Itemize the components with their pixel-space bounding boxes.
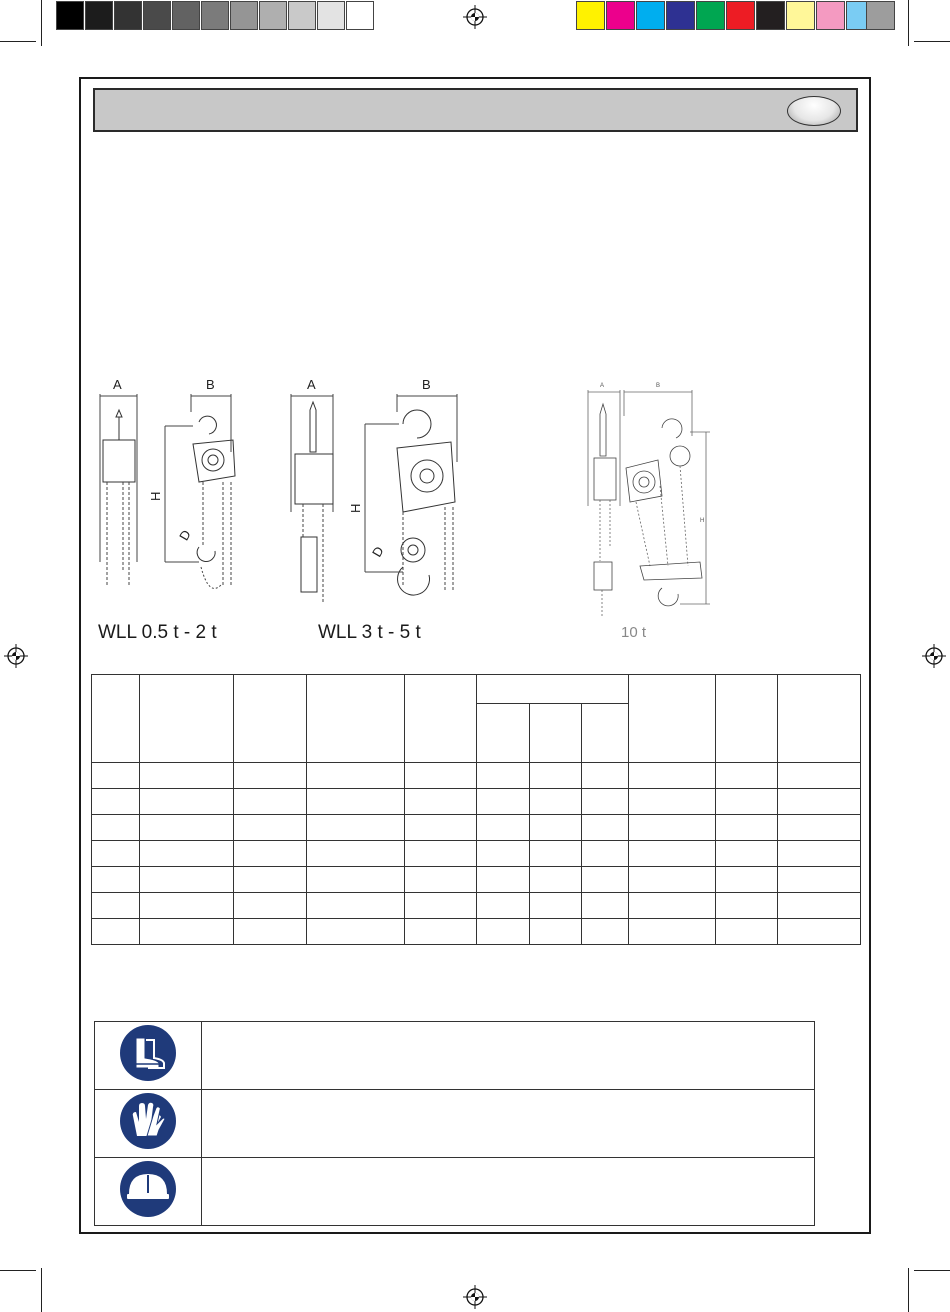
table-cell bbox=[476, 789, 529, 815]
table-subheader-cell bbox=[581, 703, 628, 762]
dim-d-label: D bbox=[368, 543, 387, 560]
table-cell bbox=[140, 789, 233, 815]
table-cell bbox=[581, 815, 628, 841]
hoist-drawing-mid bbox=[285, 372, 475, 612]
table-cell bbox=[628, 815, 715, 841]
table-header-row bbox=[92, 675, 861, 704]
table-cell bbox=[530, 893, 581, 919]
section-header-bar bbox=[93, 88, 858, 132]
table-cell bbox=[628, 763, 715, 789]
table-cell bbox=[716, 789, 777, 815]
table-cell bbox=[92, 815, 140, 841]
table-cell bbox=[476, 919, 529, 945]
table-cell bbox=[530, 841, 581, 867]
ppe-row bbox=[95, 1022, 815, 1090]
caption-large: 10 t bbox=[621, 624, 647, 641]
table-header-cell bbox=[140, 675, 233, 763]
ppe-text-cell bbox=[202, 1090, 815, 1158]
table-cell bbox=[628, 893, 715, 919]
table-cell bbox=[140, 815, 233, 841]
table-cell bbox=[233, 815, 306, 841]
gray-swatch bbox=[85, 1, 113, 30]
table-cell bbox=[716, 841, 777, 867]
table-cell bbox=[307, 789, 405, 815]
ppe-icon-cell bbox=[95, 1022, 202, 1090]
ppe-table bbox=[94, 1021, 815, 1226]
ppe-text-cell bbox=[202, 1158, 815, 1226]
color-swatch bbox=[636, 1, 665, 30]
table-row bbox=[92, 867, 861, 893]
dim-a-label: A bbox=[600, 383, 605, 389]
crop-mark bbox=[0, 41, 36, 42]
table-cell bbox=[92, 841, 140, 867]
dim-b-label: B bbox=[206, 377, 215, 392]
table-cell bbox=[404, 763, 476, 789]
table-cell bbox=[628, 919, 715, 945]
table-cell bbox=[140, 893, 233, 919]
gray-swatch bbox=[230, 1, 258, 30]
table-header-cell bbox=[404, 675, 476, 763]
color-swatch bbox=[866, 1, 895, 30]
table-cell bbox=[233, 763, 306, 789]
dim-a-label: A bbox=[113, 377, 122, 392]
caption-small-range: WLL 0.5 t - 2 t bbox=[98, 622, 217, 643]
table-cell bbox=[777, 893, 860, 919]
table-row bbox=[92, 763, 861, 789]
table-cell bbox=[530, 867, 581, 893]
table-cell bbox=[233, 919, 306, 945]
table-cell bbox=[140, 763, 233, 789]
table-header-cell bbox=[716, 675, 777, 763]
table-row bbox=[92, 789, 861, 815]
dim-h-label: H bbox=[148, 491, 163, 501]
table-cell bbox=[476, 867, 529, 893]
table-cell bbox=[716, 919, 777, 945]
table-cell bbox=[716, 867, 777, 893]
table-cell bbox=[777, 919, 860, 945]
table-header-cell bbox=[233, 675, 306, 763]
table-cell bbox=[92, 763, 140, 789]
color-swatch bbox=[606, 1, 635, 30]
table-cell bbox=[777, 815, 860, 841]
hoist-drawing-large bbox=[580, 376, 720, 616]
table-cell bbox=[404, 841, 476, 867]
gray-swatch bbox=[172, 1, 200, 30]
dim-d-label: D bbox=[176, 527, 194, 543]
table-cell bbox=[307, 893, 405, 919]
gray-swatch bbox=[259, 1, 287, 30]
color-swatch bbox=[726, 1, 755, 30]
table-cell bbox=[628, 867, 715, 893]
table-cell bbox=[140, 867, 233, 893]
table-cell bbox=[628, 841, 715, 867]
table-cell bbox=[92, 789, 140, 815]
table-cell bbox=[476, 815, 529, 841]
table-cell bbox=[233, 789, 306, 815]
crop-mark bbox=[908, 1268, 909, 1312]
table-row bbox=[92, 815, 861, 841]
crop-mark bbox=[0, 1270, 36, 1271]
table-cell bbox=[716, 893, 777, 919]
table-cell bbox=[307, 815, 405, 841]
table-cell bbox=[581, 919, 628, 945]
table-cell bbox=[307, 841, 405, 867]
table-cell bbox=[307, 763, 405, 789]
table-cell bbox=[476, 893, 529, 919]
table-cell bbox=[404, 893, 476, 919]
crop-mark bbox=[41, 1268, 42, 1312]
table-cell bbox=[233, 841, 306, 867]
color-swatch bbox=[756, 1, 785, 30]
registration-target-icon bbox=[463, 5, 487, 29]
dim-h-label: H bbox=[700, 518, 705, 524]
dim-b-label: B bbox=[656, 383, 661, 389]
crop-mark bbox=[908, 0, 909, 46]
table-cell bbox=[581, 893, 628, 919]
table-row bbox=[92, 841, 861, 867]
table-cell bbox=[92, 893, 140, 919]
table-cell bbox=[140, 919, 233, 945]
table-cell bbox=[530, 789, 581, 815]
table-cell bbox=[530, 919, 581, 945]
table-cell bbox=[530, 815, 581, 841]
dim-h-label: H bbox=[348, 503, 363, 513]
table-cell bbox=[581, 867, 628, 893]
language-badge bbox=[787, 96, 841, 126]
table-subheader-cell bbox=[530, 703, 581, 762]
gray-swatch bbox=[346, 1, 374, 30]
table-cell bbox=[476, 841, 529, 867]
table-cell bbox=[92, 919, 140, 945]
gray-swatch bbox=[317, 1, 345, 30]
color-swatch bbox=[666, 1, 695, 30]
table-cell bbox=[233, 867, 306, 893]
table-cell bbox=[628, 789, 715, 815]
table-cell bbox=[716, 763, 777, 789]
crop-mark bbox=[914, 41, 950, 42]
specification-table bbox=[91, 674, 861, 945]
table-header-cell bbox=[92, 675, 140, 763]
table-cell bbox=[307, 919, 405, 945]
table-header-cell bbox=[628, 675, 715, 763]
color-swatch bbox=[786, 1, 815, 30]
crop-mark bbox=[41, 0, 42, 46]
safety-boots-icon bbox=[119, 1024, 177, 1082]
table-header-cell bbox=[307, 675, 405, 763]
color-swatch bbox=[696, 1, 725, 30]
table-row bbox=[92, 893, 861, 919]
color-swatch bbox=[816, 1, 845, 30]
table-cell bbox=[581, 763, 628, 789]
dim-a-label: A bbox=[307, 377, 316, 392]
table-header-group-cell bbox=[476, 675, 628, 704]
table-header-cell bbox=[777, 675, 860, 763]
table-row bbox=[92, 919, 861, 945]
table-subheader-cell bbox=[476, 703, 529, 762]
table-cell bbox=[581, 841, 628, 867]
table-cell bbox=[404, 789, 476, 815]
table-cell bbox=[777, 763, 860, 789]
table-cell bbox=[404, 919, 476, 945]
table-cell bbox=[307, 867, 405, 893]
dim-b-label: B bbox=[422, 377, 431, 392]
ppe-row bbox=[95, 1158, 815, 1226]
ppe-icon-cell bbox=[95, 1158, 202, 1226]
table-cell bbox=[476, 763, 529, 789]
gray-swatch bbox=[201, 1, 229, 30]
ppe-icon-cell bbox=[95, 1090, 202, 1158]
table-cell bbox=[777, 789, 860, 815]
gray-swatch bbox=[56, 1, 84, 30]
registration-target-icon bbox=[463, 1285, 487, 1309]
table-cell bbox=[777, 867, 860, 893]
table-cell bbox=[716, 815, 777, 841]
table-cell bbox=[777, 841, 860, 867]
table-cell bbox=[140, 841, 233, 867]
caption-mid-range: WLL 3 t - 5 t bbox=[318, 622, 421, 643]
ppe-row bbox=[95, 1090, 815, 1158]
hard-hat-icon bbox=[119, 1160, 177, 1218]
table-cell bbox=[530, 763, 581, 789]
table-cell bbox=[581, 789, 628, 815]
registration-target-icon bbox=[4, 644, 28, 668]
color-swatch bbox=[576, 1, 605, 30]
table-cell bbox=[404, 815, 476, 841]
registration-target-icon bbox=[922, 644, 946, 668]
hoist-drawing-small bbox=[95, 372, 245, 607]
table-cell bbox=[404, 867, 476, 893]
gray-swatch bbox=[143, 1, 171, 30]
table-cell bbox=[233, 893, 306, 919]
gray-swatch bbox=[288, 1, 316, 30]
gray-swatch bbox=[114, 1, 142, 30]
table-cell bbox=[92, 867, 140, 893]
crop-mark bbox=[914, 1270, 950, 1271]
ppe-text-cell bbox=[202, 1022, 815, 1090]
safety-gloves-icon bbox=[119, 1092, 177, 1150]
